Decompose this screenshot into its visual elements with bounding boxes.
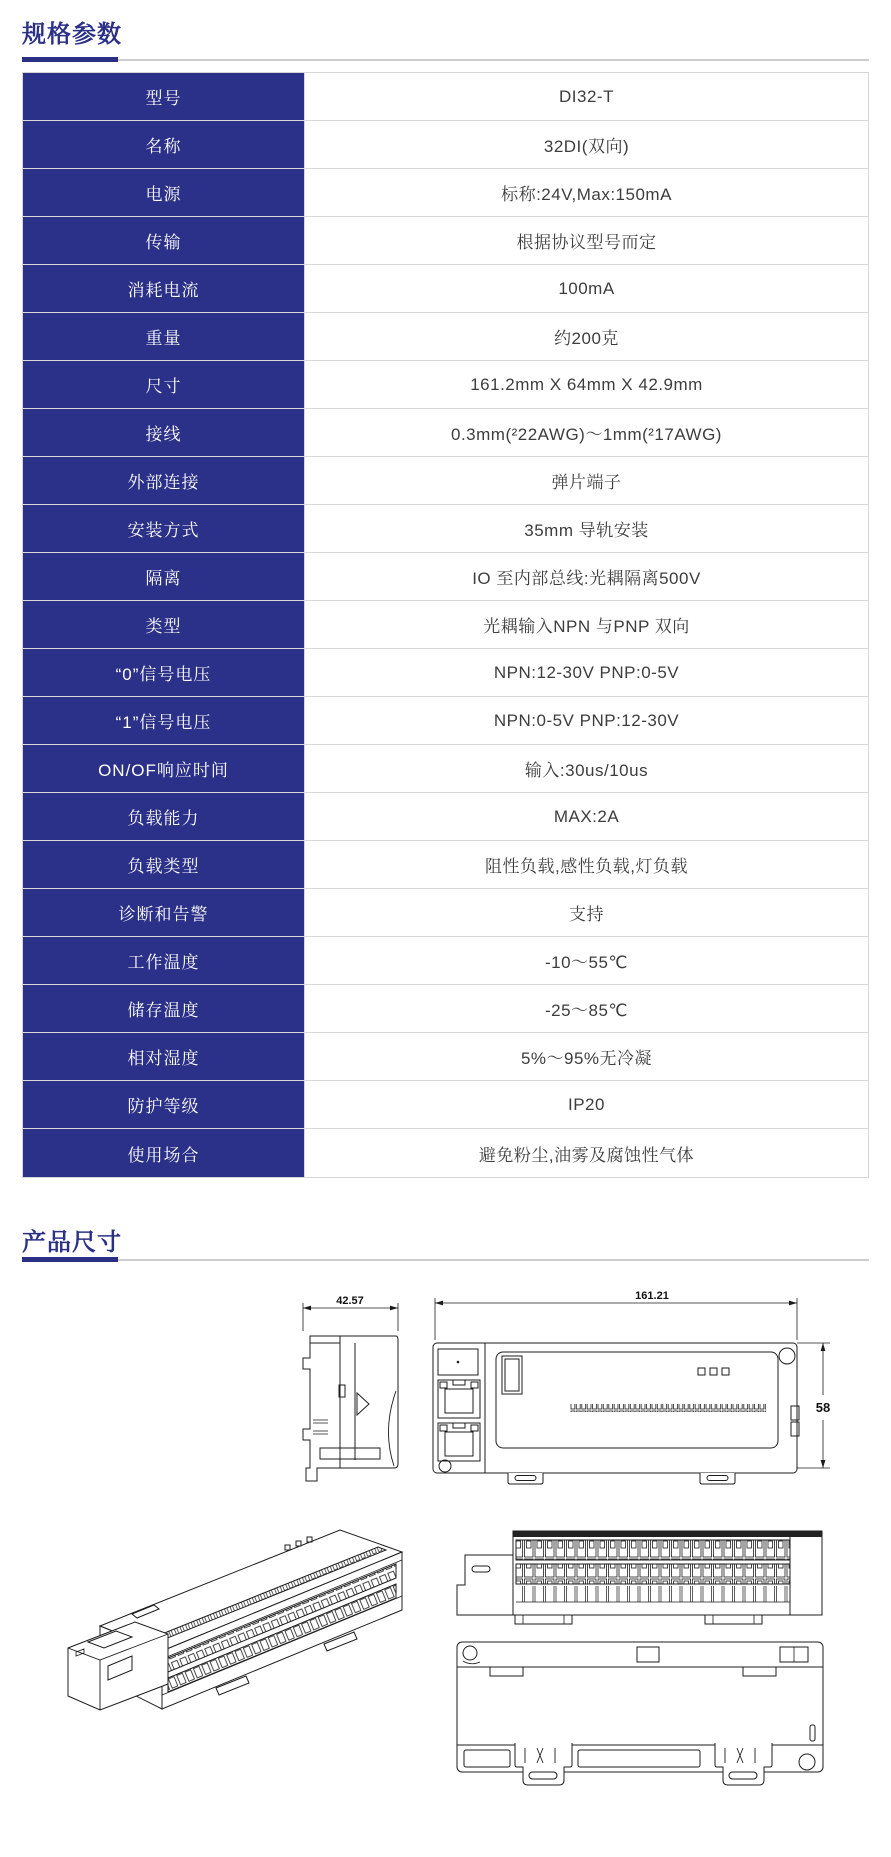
row-value: 弹片端子 — [304, 457, 868, 504]
row-value: 161.2mm X 64mm X 42.9mm — [304, 361, 868, 408]
row-label: 名称 — [23, 121, 304, 168]
row-value: 阻性负载,感性负载,灯负载 — [304, 841, 868, 888]
table-row — [23, 73, 868, 121]
din-clip-foot — [515, 1615, 572, 1624]
drawing-back-view — [450, 1635, 830, 1795]
row-label: 防护等级 — [23, 1081, 304, 1128]
row-label: 型号 — [23, 73, 304, 120]
terminal-row — [516, 1564, 790, 1584]
row-label: 安装方式 — [23, 505, 304, 552]
row-label: 储存温度 — [23, 985, 304, 1032]
row-value: 35mm 导轨安装 — [304, 505, 868, 552]
table-row — [23, 793, 868, 841]
row-label: 接线 — [23, 409, 304, 456]
drawing-front-view — [430, 1290, 890, 1500]
din-clip-foot — [700, 1473, 735, 1484]
table-row — [23, 841, 868, 889]
row-value: 100mA — [304, 265, 868, 312]
row-value: -10～55℃ — [304, 937, 868, 984]
row-value: 标称:24V,Max:150mA — [304, 169, 868, 216]
row-label: 工作温度 — [23, 937, 304, 984]
drawing-isometric-view — [40, 1488, 460, 1758]
row-label: 外部连接 — [23, 457, 304, 504]
drawing-top-view — [450, 1518, 830, 1628]
rule-accent-segment — [22, 57, 118, 62]
table-row — [23, 601, 868, 649]
row-value: 支持 — [304, 889, 868, 936]
table-row — [23, 985, 868, 1033]
row-value: DI32-T — [304, 73, 868, 120]
rule-accent-segment — [22, 1257, 118, 1262]
row-label: 负载类型 — [23, 841, 304, 888]
row-label: 负载能力 — [23, 793, 304, 840]
table-row — [23, 313, 868, 361]
table-row — [23, 1033, 868, 1081]
row-value: IO 至内部总线:光耦隔离500V — [304, 553, 868, 600]
row-value: -25～85℃ — [304, 985, 868, 1032]
row-value: MAX:2A — [304, 793, 868, 840]
table-row — [23, 649, 868, 697]
table-row — [23, 937, 868, 985]
row-value: 0.3mm(²22AWG)～1mm(²17AWG) — [304, 409, 868, 456]
row-label: “1”信号电压 — [23, 697, 304, 744]
rule-gray-line — [22, 59, 869, 61]
row-value: NPN:12-30V PNP:0-5V — [304, 649, 868, 696]
row-label: ON/OF响应时间 — [23, 745, 304, 792]
row-value: 5%～95%无冷凝 — [304, 1033, 868, 1080]
dimensions-title-rule — [22, 1257, 869, 1262]
front-length-dim-label: 161.21 — [635, 1290, 669, 1302]
drawing-side-view — [280, 1295, 430, 1495]
table-row — [23, 409, 868, 457]
table-row — [23, 217, 868, 265]
row-label: 类型 — [23, 601, 304, 648]
din-rail-clip — [715, 1743, 772, 1785]
row-value: NPN:0-5V PNP:12-30V — [304, 697, 868, 744]
din-clip-foot — [508, 1473, 543, 1484]
row-label: 传输 — [23, 217, 304, 264]
row-label: 诊断和告警 — [23, 889, 304, 936]
table-row — [23, 697, 868, 745]
din-rail-clip — [515, 1743, 572, 1785]
table-row — [23, 1081, 868, 1129]
row-value: 避免粉尘,油雾及腐蚀性气体 — [304, 1129, 868, 1177]
table-row — [23, 745, 868, 793]
table-row — [23, 265, 868, 313]
table-row — [23, 553, 868, 601]
row-label: 尺寸 — [23, 361, 304, 408]
led-indicator-row — [570, 1404, 766, 1412]
row-label: 隔离 — [23, 553, 304, 600]
front-height-dim-label: 58 — [815, 1400, 831, 1415]
din-clip-foot — [705, 1615, 762, 1624]
table-row — [23, 505, 868, 553]
row-value: 输入:30us/10us — [304, 745, 868, 792]
side-width-dim-label: 42.57 — [336, 1295, 364, 1307]
row-label: 相对湿度 — [23, 1033, 304, 1080]
row-value: 光耦输入NPN 与PNP 双向 — [304, 601, 868, 648]
table-row — [23, 121, 868, 169]
table-row — [23, 169, 868, 217]
table-row — [23, 1129, 868, 1177]
row-value: 32DI(双向) — [304, 121, 868, 168]
row-label: 电源 — [23, 169, 304, 216]
table-row — [23, 457, 868, 505]
specs-title-rule — [22, 57, 869, 62]
dimensions-section-title: 产品尺寸 — [22, 1229, 122, 1256]
spec-table — [22, 72, 869, 1178]
row-label: 重量 — [23, 313, 304, 360]
row-label: 消耗电流 — [23, 265, 304, 312]
table-row — [23, 889, 868, 937]
row-value: IP20 — [304, 1081, 868, 1128]
table-row — [23, 361, 868, 409]
rule-gray-line — [22, 1259, 869, 1261]
row-label: 使用场合 — [23, 1129, 304, 1177]
row-value: 根据协议型号而定 — [304, 217, 868, 264]
specs-section-title: 规格参数 — [22, 21, 122, 48]
row-label: “0”信号电压 — [23, 649, 304, 696]
row-value: 约200克 — [304, 313, 868, 360]
terminal-row — [516, 1540, 790, 1560]
